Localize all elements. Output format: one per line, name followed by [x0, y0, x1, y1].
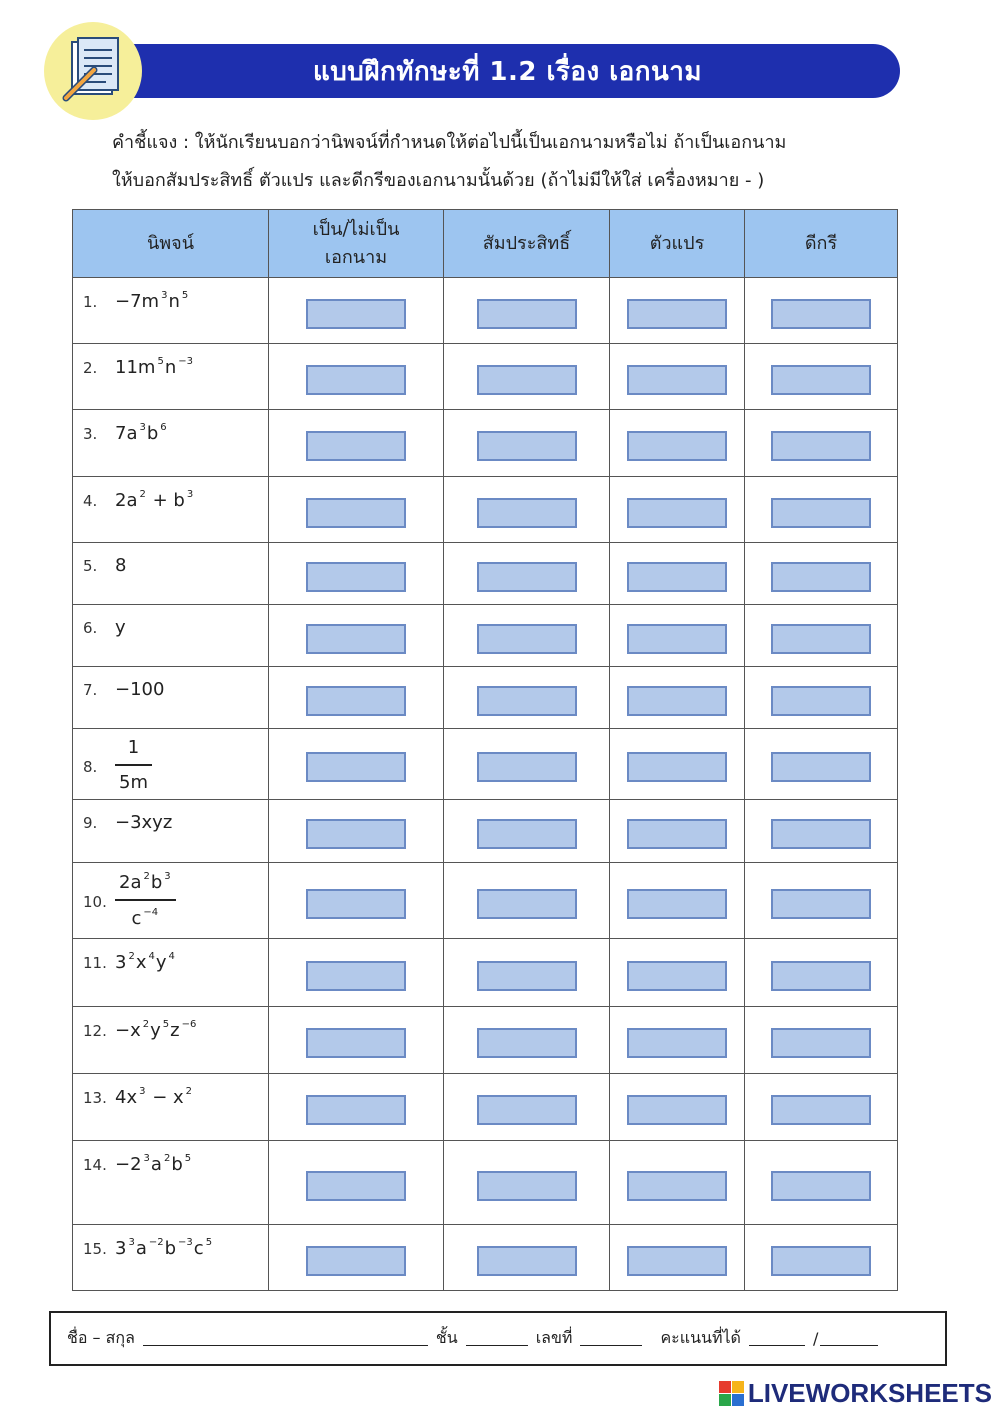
- exponent: 3: [139, 1086, 146, 1097]
- term: 3: [115, 952, 127, 973]
- expression: [115, 357, 194, 378]
- expression: [115, 737, 152, 793]
- variable-cell: [610, 1141, 745, 1225]
- is-monomial-answer-input[interactable]: [306, 1095, 406, 1125]
- coefficient-answer-input[interactable]: [477, 1171, 577, 1201]
- notepad-pencil-icon: [58, 36, 128, 106]
- is-monomial-cell: [269, 543, 444, 605]
- coefficient-cell: [444, 1141, 610, 1225]
- table-row: [73, 543, 898, 605]
- name-label: ชื่อ – สกุล: [67, 1328, 135, 1347]
- degree-answer-input[interactable]: [771, 562, 871, 592]
- coefficient-answer-input[interactable]: [477, 752, 577, 782]
- term: − x: [146, 1087, 184, 1108]
- expression-cell: [73, 543, 269, 605]
- row-number: 5.: [83, 557, 98, 575]
- brand-square: [719, 1394, 731, 1406]
- variable-answer-input[interactable]: [627, 961, 727, 991]
- term: n: [164, 357, 177, 378]
- is-monomial-answer-input[interactable]: [306, 1028, 406, 1058]
- liveworksheets-logo-icon: [719, 1381, 744, 1406]
- expression: [115, 617, 126, 638]
- header-is-monomial: [269, 210, 444, 278]
- variable-cell: [610, 543, 745, 605]
- coefficient-cell: [444, 344, 610, 410]
- term: −7m: [115, 291, 160, 312]
- is-monomial-cell: [269, 410, 444, 477]
- is-monomial-cell: [269, 605, 444, 667]
- coefficient-answer-input[interactable]: [477, 1095, 577, 1125]
- variable-answer-input[interactable]: [627, 1028, 727, 1058]
- is-monomial-answer-input[interactable]: [306, 498, 406, 528]
- worksheet-logo: [44, 22, 142, 120]
- variable-answer-input[interactable]: [627, 365, 727, 395]
- expression: [115, 1238, 213, 1259]
- expression-cell: [73, 800, 269, 863]
- term: n: [168, 291, 180, 312]
- is-monomial-answer-input[interactable]: [306, 431, 406, 461]
- is-monomial-cell: [269, 1007, 444, 1074]
- exponent: 3: [186, 489, 194, 500]
- number-blank[interactable]: [580, 1331, 642, 1346]
- score-blank[interactable]: [749, 1331, 805, 1346]
- expression-cell: [73, 1225, 269, 1291]
- term: 11m: [115, 357, 156, 378]
- coefficient-cell: [444, 939, 610, 1007]
- coefficient-cell: [444, 477, 610, 543]
- table-row: [73, 863, 898, 939]
- table-row: [73, 1225, 898, 1291]
- degree-answer-input[interactable]: [771, 1171, 871, 1201]
- coefficient-answer-input[interactable]: [477, 819, 577, 849]
- row-number: 3.: [83, 425, 98, 443]
- coefficient-cell: [444, 800, 610, 863]
- coefficient-cell: [444, 278, 610, 344]
- is-monomial-answer-input[interactable]: [306, 365, 406, 395]
- expression: [115, 423, 168, 444]
- student-info-box: [49, 1311, 947, 1366]
- table-header-row: [73, 210, 898, 278]
- degree-cell: [745, 1074, 898, 1141]
- class-label: ชั้น: [435, 1328, 458, 1347]
- term: a: [150, 1154, 162, 1175]
- is-monomial-answer-input[interactable]: [306, 624, 406, 654]
- degree-cell: [745, 667, 898, 729]
- exponent: 2: [163, 1153, 171, 1164]
- coefficient-answer-input[interactable]: [477, 1028, 577, 1058]
- coefficient-cell: [444, 1074, 610, 1141]
- degree-answer-input[interactable]: [771, 889, 871, 919]
- exponent: 3: [139, 422, 146, 433]
- expression-cell: [73, 1074, 269, 1141]
- exponent: 2: [143, 871, 150, 882]
- fraction-bar: [115, 764, 152, 766]
- coefficient-cell: [444, 1225, 610, 1291]
- row-number: 2.: [83, 359, 98, 377]
- exponent: 3: [164, 871, 171, 882]
- term: a: [135, 1238, 147, 1259]
- degree-answer-input[interactable]: [771, 498, 871, 528]
- is-monomial-answer-input[interactable]: [306, 961, 406, 991]
- class-blank[interactable]: [466, 1331, 528, 1346]
- term: + b: [146, 490, 185, 511]
- degree-cell: [745, 344, 898, 410]
- expression-cell: [73, 477, 269, 543]
- row-number: 14.: [83, 1156, 107, 1174]
- is-monomial-answer-input[interactable]: [306, 1171, 406, 1201]
- term: 3: [115, 1238, 127, 1259]
- denominator: [128, 907, 164, 929]
- variable-cell: [610, 477, 745, 543]
- expression-cell: [73, 729, 269, 800]
- term: b: [146, 423, 159, 444]
- coefficient-answer-input[interactable]: [477, 624, 577, 654]
- variable-cell: [610, 1074, 745, 1141]
- degree-answer-input[interactable]: [771, 752, 871, 782]
- is-monomial-cell: [269, 667, 444, 729]
- term: b: [171, 1154, 183, 1175]
- header-is-monomial-line1: เป็น/ไม่เป็น: [312, 218, 400, 240]
- fraction: [115, 737, 152, 793]
- name-blank[interactable]: [143, 1331, 428, 1346]
- expression: [115, 812, 172, 833]
- term: −2: [115, 1154, 142, 1175]
- exponent: 2: [128, 951, 135, 962]
- instructions-line-2: ให้บอกสัมประสิทธิ์ ตัวแปร และดีกรีของเอกนามนั้นด้วย (ถ้าไม่มีให้ใส่ เครื่องหมาย - ): [112, 170, 765, 191]
- variable-cell: [610, 800, 745, 863]
- expression-cell: [73, 939, 269, 1007]
- exponent: −2: [148, 1237, 164, 1248]
- variable-answer-input[interactable]: [627, 624, 727, 654]
- is-monomial-answer-input[interactable]: [306, 299, 406, 329]
- is-monomial-cell: [269, 1074, 444, 1141]
- header-is-monomial-line2: เอกนาม: [324, 246, 388, 268]
- coefficient-cell: [444, 863, 610, 939]
- row-number: 4.: [83, 492, 98, 510]
- table-row: [73, 800, 898, 863]
- row-number: 7.: [83, 681, 98, 699]
- expression: [115, 291, 189, 312]
- is-monomial-answer-input[interactable]: [306, 819, 406, 849]
- expression: [115, 952, 176, 973]
- expression-cell: [73, 1007, 269, 1074]
- variable-cell: [610, 278, 745, 344]
- is-monomial-cell: [269, 477, 444, 543]
- degree-answer-input[interactable]: [771, 299, 871, 329]
- row-number: 9.: [83, 814, 98, 832]
- term: b: [150, 872, 163, 893]
- exponent: 4: [148, 951, 155, 962]
- exponent: 6: [160, 422, 167, 433]
- expression: [115, 1087, 193, 1108]
- degree-answer-input[interactable]: [771, 1246, 871, 1276]
- variable-answer-input[interactable]: [627, 498, 727, 528]
- table-row: [73, 1007, 898, 1074]
- degree-answer-input[interactable]: [771, 624, 871, 654]
- expression: [115, 1020, 197, 1041]
- row-number: 1.: [83, 293, 98, 311]
- number-label: เลขที่: [535, 1328, 573, 1347]
- variable-cell: [610, 344, 745, 410]
- term: c: [131, 908, 142, 929]
- term: y: [150, 1020, 161, 1041]
- degree-cell: [745, 729, 898, 800]
- is-monomial-cell: [269, 278, 444, 344]
- degree-cell: [745, 477, 898, 543]
- variable-answer-input[interactable]: [627, 431, 727, 461]
- variable-answer-input[interactable]: [627, 889, 727, 919]
- header-variable: ตัวแปร: [610, 210, 745, 278]
- term: −x: [115, 1020, 141, 1041]
- expression: [115, 1154, 192, 1175]
- degree-cell: [745, 543, 898, 605]
- coefficient-answer-input[interactable]: [477, 889, 577, 919]
- is-monomial-cell: [269, 939, 444, 1007]
- exponent: 3: [161, 290, 168, 301]
- variable-cell: [610, 410, 745, 477]
- exponent: 3: [128, 1237, 135, 1248]
- table-row: [73, 278, 898, 344]
- page-title: แบบฝึกทักษะที่ 1.2 เรื่อง เอกนาม: [313, 56, 702, 87]
- coefficient-answer-input[interactable]: [477, 562, 577, 592]
- degree-answer-input[interactable]: [771, 819, 871, 849]
- brand-square: [732, 1394, 744, 1406]
- degree-answer-input[interactable]: [771, 1095, 871, 1125]
- degree-cell: [745, 863, 898, 939]
- variable-answer-input[interactable]: [627, 686, 727, 716]
- is-monomial-answer-input[interactable]: [306, 686, 406, 716]
- variable-cell: [610, 1225, 745, 1291]
- coefficient-cell: [444, 729, 610, 800]
- expression-cell: [73, 605, 269, 667]
- is-monomial-cell: [269, 1141, 444, 1225]
- expression-cell: [73, 278, 269, 344]
- variable-answer-input[interactable]: [627, 299, 727, 329]
- expression-cell: [73, 410, 269, 477]
- is-monomial-answer-input[interactable]: [306, 889, 406, 919]
- degree-cell: [745, 1225, 898, 1291]
- exponent: 5: [157, 356, 164, 367]
- title-banner: [95, 44, 900, 98]
- coefficient-answer-input[interactable]: [477, 1246, 577, 1276]
- term: 8: [115, 555, 127, 576]
- denominator: 5m: [119, 772, 148, 793]
- coefficient-answer-input[interactable]: [477, 299, 577, 329]
- variable-answer-input[interactable]: [627, 752, 727, 782]
- degree-cell: [745, 1141, 898, 1225]
- row-number: 10.: [83, 893, 107, 911]
- row-number: 12.: [83, 1022, 107, 1040]
- term: x: [135, 952, 147, 973]
- row-number: 6.: [83, 619, 98, 637]
- variable-answer-input[interactable]: [627, 1095, 727, 1125]
- variable-answer-input[interactable]: [627, 1171, 727, 1201]
- degree-cell: [745, 278, 898, 344]
- expression: [115, 490, 194, 511]
- table-row: [73, 667, 898, 729]
- is-monomial-answer-input[interactable]: [306, 562, 406, 592]
- table-body: [73, 278, 898, 1291]
- coefficient-answer-input[interactable]: [477, 431, 577, 461]
- degree-answer-input[interactable]: [771, 961, 871, 991]
- row-number: 11.: [83, 954, 107, 972]
- is-monomial-cell: [269, 729, 444, 800]
- instructions: [112, 124, 912, 200]
- exponent: 2: [139, 489, 146, 500]
- brand-square: [732, 1381, 744, 1393]
- table-row: [73, 410, 898, 477]
- row-number: 13.: [83, 1089, 107, 1107]
- coefficient-cell: [444, 667, 610, 729]
- exponent: 3: [143, 1153, 150, 1164]
- coefficient-answer-input[interactable]: [477, 498, 577, 528]
- term: 4x: [115, 1087, 138, 1108]
- degree-cell: [745, 800, 898, 863]
- exponent: 5: [205, 1237, 213, 1248]
- table-row: [73, 344, 898, 410]
- degree-cell: [745, 1007, 898, 1074]
- exponent: 2: [185, 1086, 193, 1097]
- exponent: −3: [178, 356, 193, 367]
- term: 2a: [119, 872, 142, 893]
- exponent: −6: [181, 1019, 197, 1030]
- variable-cell: [610, 729, 745, 800]
- variable-answer-input[interactable]: [627, 562, 727, 592]
- degree-answer-input[interactable]: [771, 365, 871, 395]
- expression: [115, 679, 164, 700]
- total-blank[interactable]: [820, 1331, 878, 1346]
- table-row: [73, 1141, 898, 1225]
- term: y: [155, 952, 167, 973]
- degree-cell: [745, 605, 898, 667]
- exponent: 4: [168, 951, 175, 962]
- term: z: [170, 1020, 180, 1041]
- brand-text: LIVEWORKSHEETS: [747, 1377, 992, 1408]
- score-label: คะแนนที่ได้: [660, 1328, 741, 1347]
- monomial-table: [72, 209, 898, 1291]
- row-number: 15.: [83, 1240, 107, 1258]
- expression: [115, 871, 176, 929]
- instructions-line-1: คำชี้แจง : ให้นักเรียนบอกว่านิพจน์ที่กำหนดให้ต่อไปนี้เป็นเอกนามหรือไม่ ถ้าเป็นเอกนาม: [112, 132, 787, 153]
- coefficient-answer-input[interactable]: [477, 365, 577, 395]
- variable-cell: [610, 1007, 745, 1074]
- degree-cell: [745, 410, 898, 477]
- degree-answer-input[interactable]: [771, 1028, 871, 1058]
- expression-cell: [73, 344, 269, 410]
- fraction: [115, 871, 176, 929]
- expression-cell: [73, 667, 269, 729]
- coefficient-cell: [444, 605, 610, 667]
- is-monomial-answer-input[interactable]: [306, 1246, 406, 1276]
- coefficient-cell: [444, 543, 610, 605]
- header-degree: ดีกรี: [745, 210, 898, 278]
- degree-answer-input[interactable]: [771, 431, 871, 461]
- score-slash: /: [812, 1329, 819, 1348]
- brand-square: [719, 1381, 731, 1393]
- variable-answer-input[interactable]: [627, 1246, 727, 1276]
- coefficient-answer-input[interactable]: [477, 961, 577, 991]
- expression-cell: [73, 863, 269, 939]
- expression-cell: [73, 1141, 269, 1225]
- term: −3xyz: [115, 812, 173, 833]
- coefficient-cell: [444, 1007, 610, 1074]
- numerator: 1: [127, 737, 140, 758]
- exponent: −3: [178, 1237, 193, 1248]
- is-monomial-cell: [269, 344, 444, 410]
- numerator: [115, 871, 176, 893]
- is-monomial-cell: [269, 863, 444, 939]
- is-monomial-cell: [269, 1225, 444, 1291]
- fraction-bar: [115, 899, 176, 901]
- exponent: −4: [143, 907, 159, 918]
- table-row: [73, 729, 898, 800]
- liveworksheets-brand: [719, 1378, 992, 1408]
- table-row: [73, 477, 898, 543]
- exponent: 5: [181, 290, 189, 301]
- is-monomial-cell: [269, 800, 444, 863]
- header-coefficient: สัมประสิทธิ์: [444, 210, 610, 278]
- table-row: [73, 939, 898, 1007]
- term: c: [193, 1238, 204, 1259]
- variable-cell: [610, 667, 745, 729]
- coefficient-cell: [444, 410, 610, 477]
- term: −100: [115, 679, 165, 700]
- degree-cell: [745, 939, 898, 1007]
- term: 2a: [115, 490, 138, 511]
- term: 7a: [115, 423, 138, 444]
- term: y: [115, 617, 126, 638]
- header-expression: นิพจน์: [73, 210, 269, 278]
- expression: [115, 555, 126, 576]
- variable-cell: [610, 939, 745, 1007]
- term: b: [164, 1238, 177, 1259]
- table-row: [73, 605, 898, 667]
- exponent: 2: [142, 1019, 150, 1030]
- is-monomial-answer-input[interactable]: [306, 752, 406, 782]
- coefficient-answer-input[interactable]: [477, 686, 577, 716]
- variable-cell: [610, 863, 745, 939]
- degree-answer-input[interactable]: [771, 686, 871, 716]
- row-number: 8.: [83, 758, 98, 776]
- exponent: 5: [184, 1153, 192, 1164]
- variable-cell: [610, 605, 745, 667]
- exponent: 5: [162, 1019, 170, 1030]
- table-row: [73, 1074, 898, 1141]
- variable-answer-input[interactable]: [627, 819, 727, 849]
